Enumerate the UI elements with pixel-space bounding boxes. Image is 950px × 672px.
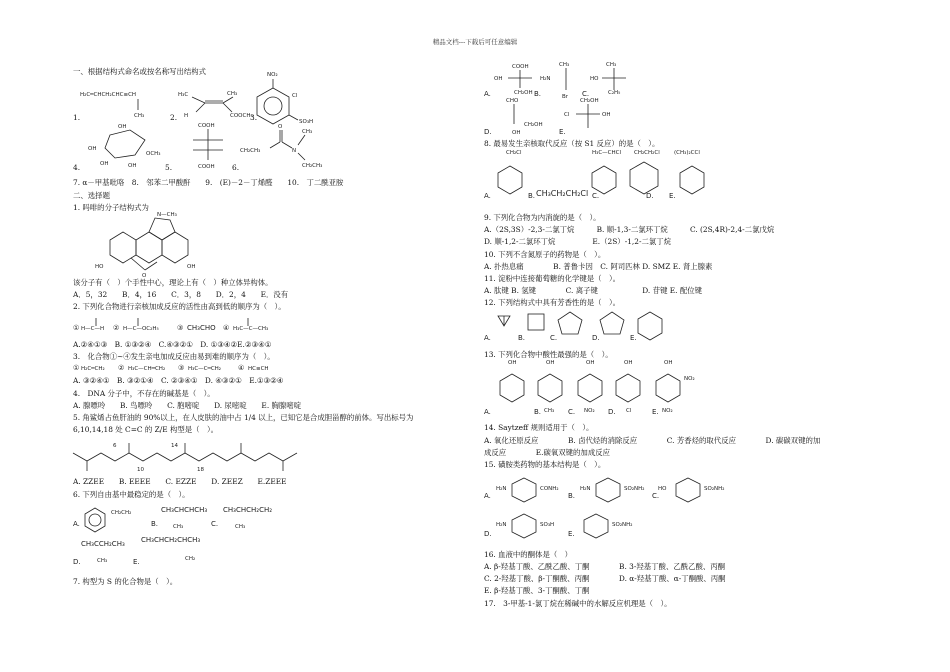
svg-text:C.: C. (550, 334, 558, 342)
item-5: 5. (165, 163, 173, 172)
q12-structures (484, 308, 704, 346)
chain1-ch3-label: CH₃ (134, 113, 145, 119)
page-header: 精品文档---下载后可任意编辑 (432, 38, 518, 46)
q14-options-1: A. 氧化还原反应 B. 卤代烃的消除反应 C. 芳香烃的取代反应 D. 碳碳双键的加 (484, 436, 821, 445)
q6-d-label: CH₃CCH₂CH₃ (81, 540, 125, 548)
svg-text:C.: C. (592, 192, 600, 200)
q7-b-br: Br (562, 94, 569, 100)
q14-options-2: 成反应 E.碳氧双键的加成反应 (484, 448, 610, 457)
q6-a-label: CH₂CH₂ (111, 510, 132, 516)
svg-text:D.: D. (592, 334, 600, 342)
no2-label: NO₂ (267, 72, 278, 78)
amide-left-label: CH₂CH₃ (240, 148, 261, 154)
q4-options: A. 腺嘌呤 B. 鸟嘌呤 C. 胞嘧啶 D. 尿嘧啶 E. 胸腺嘧啶 (73, 401, 302, 410)
cooch3-label: COOCH₃ (230, 113, 253, 119)
q13-b-oh: OH (546, 360, 555, 366)
svg-text:E.: E. (630, 334, 637, 342)
q13-e-no2-2: NO₂ (662, 408, 673, 414)
q4-text: 4. DNA 分子中，不存在的碱基是（ ）。 (73, 389, 215, 398)
q3-struct-2: H₃C—CH═CH₂ (128, 366, 166, 372)
q9-options-1: A.（2S,3S）-2,3-二氯丁烷 B. 顺-1,3-二氯环丁烷 C. (2S,4R)-2,4-二氯戊烷 (484, 225, 775, 234)
q3-struct-1: H₂C═CH₂ (81, 366, 105, 372)
q12-text: 12. 下列结构式中具有芳香性的是（ ）。 (484, 298, 621, 307)
section-2-title: 二、选择题 (73, 191, 110, 200)
q13-e-oh: OH (664, 360, 673, 366)
q13-b-ch3: CH₃ (544, 408, 555, 414)
svg-text:②: ② (113, 324, 120, 332)
q6-b-label: CH₃CHCHCH₃ (161, 506, 208, 514)
n-ch3-label: CH₃ (302, 129, 313, 135)
item-1: 1. (73, 113, 81, 122)
q13-a-oh: OH (508, 360, 517, 366)
q8-c-label: H₃C—CHCl (592, 150, 622, 156)
h3c-label: H₃C (178, 92, 189, 98)
q15-c-so2nh2: SO₂NH₂ (704, 486, 725, 492)
q6-text: 6. 下列自由基中最稳定的是（ ）。 (73, 490, 190, 499)
q6-c-label: CH₃CHCH₂CH₂ (223, 506, 273, 514)
q2-struct-3: CH₃CHO (187, 324, 216, 332)
svg-text:A.: A. (484, 192, 491, 200)
svg-text:C.: C. (568, 408, 576, 416)
svg-text:①: ① (73, 324, 80, 332)
oh-label-3: OH (100, 161, 109, 167)
q6-c-ch3: CH₃ (235, 524, 246, 530)
q7-d-top: CHO (506, 98, 519, 104)
svg-text:B.: B. (528, 192, 536, 200)
q8-d-label: CH₂CH₂Cl (634, 150, 660, 156)
q13-structures (484, 358, 714, 418)
svg-text:A.: A. (484, 334, 491, 342)
q17-text: 17. 3-甲基-1-氯丁烷在稀碱中的水解反应机理是（ ）。 (484, 599, 672, 608)
q9-options-2: D. 顺-1,2-二氯环丁烷 E.（2S）-1,2-二氯丁烷 (484, 237, 672, 246)
q15-c-ho: HO (658, 486, 667, 492)
q2-struct-2: H—C—OC₂H₅ (123, 326, 159, 332)
svg-text:C.: C. (211, 520, 219, 528)
morphine-ho-label: HO (95, 264, 104, 270)
q13-d-oh: OH (624, 360, 633, 366)
q10-text: 10. 下列不含氮原子的药物是（ ）。 (484, 250, 606, 259)
q2-text: 2. 下列化合物进行亲核加成反应的活性由高到低的顺序为（ ）。 (73, 302, 286, 311)
q13-d-cl: Cl (626, 408, 632, 414)
svg-text:③: ③ (177, 324, 184, 332)
oh-label-2: OH (88, 146, 97, 152)
q15-structures (484, 470, 764, 540)
q1-text: 1. 吗啡的分子结构式为 (73, 203, 149, 212)
structures-row-2 (80, 120, 480, 175)
cl-label: Cl (292, 93, 298, 99)
svg-text:D.: D. (608, 408, 616, 416)
q7-e-top: CH₂OH (580, 98, 599, 104)
q2-struct-4: H₃C—C—CH₃ (233, 326, 269, 332)
morphine-oh-label: OH (187, 264, 196, 270)
q7-b-top: CH₃ (559, 62, 570, 68)
item-3: 3. (250, 113, 258, 122)
q15-e-so2nh2: SO₂NH₂ (612, 522, 633, 528)
q5-text-2: 6,10,14,18 处 C=C 的 Z/E 构型是（ ）。 (73, 425, 219, 434)
svg-text:E.: E. (652, 408, 659, 416)
oh-label-1: OH (118, 124, 127, 130)
squalene-label-6: 6 (113, 443, 117, 449)
svg-text:D.: D. (646, 192, 654, 200)
q13-text: 13. 下列化合物中酸性最强的是（ ）。 (484, 350, 613, 359)
cooh-label-1: COOH (198, 123, 215, 129)
svg-text:C.: C. (582, 90, 590, 98)
so3h-label: SO₃H (299, 119, 314, 125)
q7-a-bottom: CH₂OH (514, 90, 533, 96)
svg-text:B.: B. (151, 520, 159, 528)
chain1-label: H₂C═CHCH₂CHC≡CH (80, 92, 137, 98)
n-label: N (292, 148, 297, 154)
q8-text: 8. 最易发生亲核取代反应（按 S1 反应）的是（ ）。 (484, 139, 660, 148)
morphine-structure (95, 210, 205, 279)
svg-text:④: ④ (238, 364, 245, 372)
q15-a-nh2: H₂N (496, 486, 507, 492)
q11-options: A. 肽键 B. 氢键 C. 离子键 D. 苷键 E. 配位键 (484, 286, 703, 295)
svg-text:D.: D. (484, 128, 492, 136)
q10-options: A. 扑热息痛 B. 普鲁卡因 C. 阿司匹林 D. SMZ E. 肾上腺素 (484, 262, 713, 271)
svg-text:D.: D. (484, 530, 492, 538)
q15-b-so2nh2: SO₂NH₂ (624, 486, 645, 492)
q6-e-ch2: CH₂ (185, 556, 196, 562)
q15-d-so3h: SO₃H (540, 522, 555, 528)
q9-text: 9. 下列化合物为内消旋的是（ ）。 (484, 213, 601, 222)
q7-d-right: CH₂OH (524, 122, 543, 128)
q16-options-2: C. 2-羟基丁酸、β-丁酮酸、丙酮 D. α-羟基丁酸、α-丁酮酸、丙酮 (484, 574, 726, 583)
item-4: 4. (73, 163, 81, 172)
item-7-10: 7. α－甲基吡咯 8. 邻苯二甲酸酐 9. (E)－2－丁烯醛 10. 丁二酰亚胺 (73, 178, 344, 187)
svg-text:A.: A. (484, 492, 491, 500)
q11-text: 11. 淀粉中连接葡萄糖的化学键是（ ）。 (484, 274, 621, 283)
item-6: 6. (232, 163, 240, 172)
svg-text:①: ① (73, 364, 80, 372)
q16-options-3: E. β-羟基丁酸、3-丁酮酸、丁酮 (484, 586, 590, 595)
q15-d-nh2: H₂N (496, 522, 507, 528)
squalene-label-18: 18 (197, 467, 204, 473)
morphine-o-label: O (142, 273, 147, 279)
svg-text:C.: C. (652, 492, 660, 500)
q1-options: A．5，32 B．4，16 C．3，8 D．2，4 E．没有 (73, 290, 289, 299)
q1-question: 该分子有（ ）个手性中心，理论上有（ ）种立体异构体。 (73, 278, 273, 287)
q3-struct-3: H₃C—C═CH₂ (188, 366, 222, 372)
squalene-structure (73, 433, 433, 473)
svg-text:A.: A. (484, 408, 491, 416)
q14-text: 14. Saytzeff 规则适用于（ ）。 (484, 423, 594, 432)
q6-b-ch3: CH₃ (173, 524, 184, 530)
q3-struct-4: HC≡CH (248, 366, 269, 372)
q15-text: 15. 磺胺类药物的基本结构是（ ）。 (484, 460, 606, 469)
q7-d-oh: OH (512, 130, 521, 136)
q7-c-top: CH₃ (606, 62, 617, 68)
q3-structures (73, 360, 453, 376)
q7-a-top: COOH (512, 64, 529, 70)
svg-text:A.: A. (73, 520, 80, 528)
q8-a-label: CH₂Cl (506, 150, 522, 156)
svg-text:D.: D. (73, 558, 81, 566)
nch3-label: N—CH₃ (157, 212, 177, 218)
q3-options: A. ③②④① B. ③②①④ C. ②③④① D. ④③②① E.①③②④ (73, 376, 284, 385)
svg-text:④: ④ (223, 324, 230, 332)
q7-c-bottom: C₂H₅ (608, 90, 621, 96)
q7-b-h2n: H₂N (540, 76, 551, 82)
item-2: 2. (170, 113, 178, 122)
oh-label-4: OH (128, 163, 137, 169)
q5-text-1: 5. 角鲨烯占鱼肝油的 90%以上，在人皮肤的油中占 1/4 以上，已知它是合成胆甾醇的前体。写出标号为 (73, 413, 414, 422)
svg-text:E.: E. (559, 128, 566, 136)
q2-options: A.②④①③ B. ①③②④ C.④③②① D. ①③④②E.②③④① (73, 340, 272, 349)
q8-structures (484, 148, 784, 203)
och3-label: OCH₃ (146, 151, 161, 157)
q6-d-ch3: CH₃ (97, 558, 108, 564)
q7-a-oh: OH (494, 76, 503, 82)
q13-e-no2-1: NO₂ (684, 376, 695, 382)
q8-b-label: CH₃CH₂CH₂Cl (536, 189, 589, 198)
q6-structures (73, 498, 453, 568)
q7-c-ho: HO (590, 76, 599, 82)
q2-structures (73, 308, 453, 338)
svg-text:③: ③ (178, 364, 185, 372)
n-ethyl-label: CH₂CH₃ (302, 163, 323, 169)
svg-text:A.: A. (484, 90, 491, 98)
svg-text:B.: B. (518, 334, 526, 342)
q7-e-oh: OH (602, 112, 611, 118)
svg-text:B.: B. (568, 492, 576, 500)
q13-c-no2: NO₂ (584, 408, 595, 414)
q15-a-conh2: CONH₂ (540, 486, 559, 492)
ch3-label: CH₃ (227, 91, 238, 97)
q5-options: A. ZZEE B. EEEE C. EZZE D. ZEEZ E.ZEEE (73, 477, 287, 486)
squalene-label-10: 10 (137, 467, 144, 473)
q16-text: 16. 血液中的酮体是（ ） (484, 550, 573, 559)
q6-e-label: CH₃CHCH₂CHCH₃ (141, 536, 201, 544)
q15-b-nh2: H₂N (580, 486, 591, 492)
section-1-title: 一、根据结构式命名或按名称写出结构式 (73, 67, 207, 76)
svg-text:B.: B. (534, 408, 542, 416)
q3-text: 3. 化合物①~④发生亲电加成反应由易到难的顺序为（ ）。 (73, 352, 275, 361)
q8-e-label: (CH₃)₂CCl (674, 150, 700, 156)
h-label: H (184, 113, 189, 119)
svg-text:B.: B. (534, 90, 542, 98)
q2-struct-1: H—C—H (81, 326, 105, 332)
squalene-label-14: 14 (171, 443, 178, 449)
svg-text:E.: E. (568, 530, 575, 538)
q13-c-oh: OH (586, 360, 595, 366)
q16-options-1: A. β-羟基丁酸、乙酰乙酸、丁酮 B. 3-羟基丁酸、乙酰乙酸、丙酮 (484, 562, 726, 571)
q7-structures (484, 60, 784, 140)
cooh-label-2: COOH (198, 164, 215, 170)
q7-text: 7. 构型为 S 的化合物是（ ）。 (73, 577, 178, 586)
svg-text:E.: E. (669, 192, 676, 200)
q7-e-cl: Cl (564, 112, 570, 118)
svg-text:②: ② (118, 364, 125, 372)
svg-text:E.: E. (133, 558, 140, 566)
o-label: O (278, 124, 283, 130)
